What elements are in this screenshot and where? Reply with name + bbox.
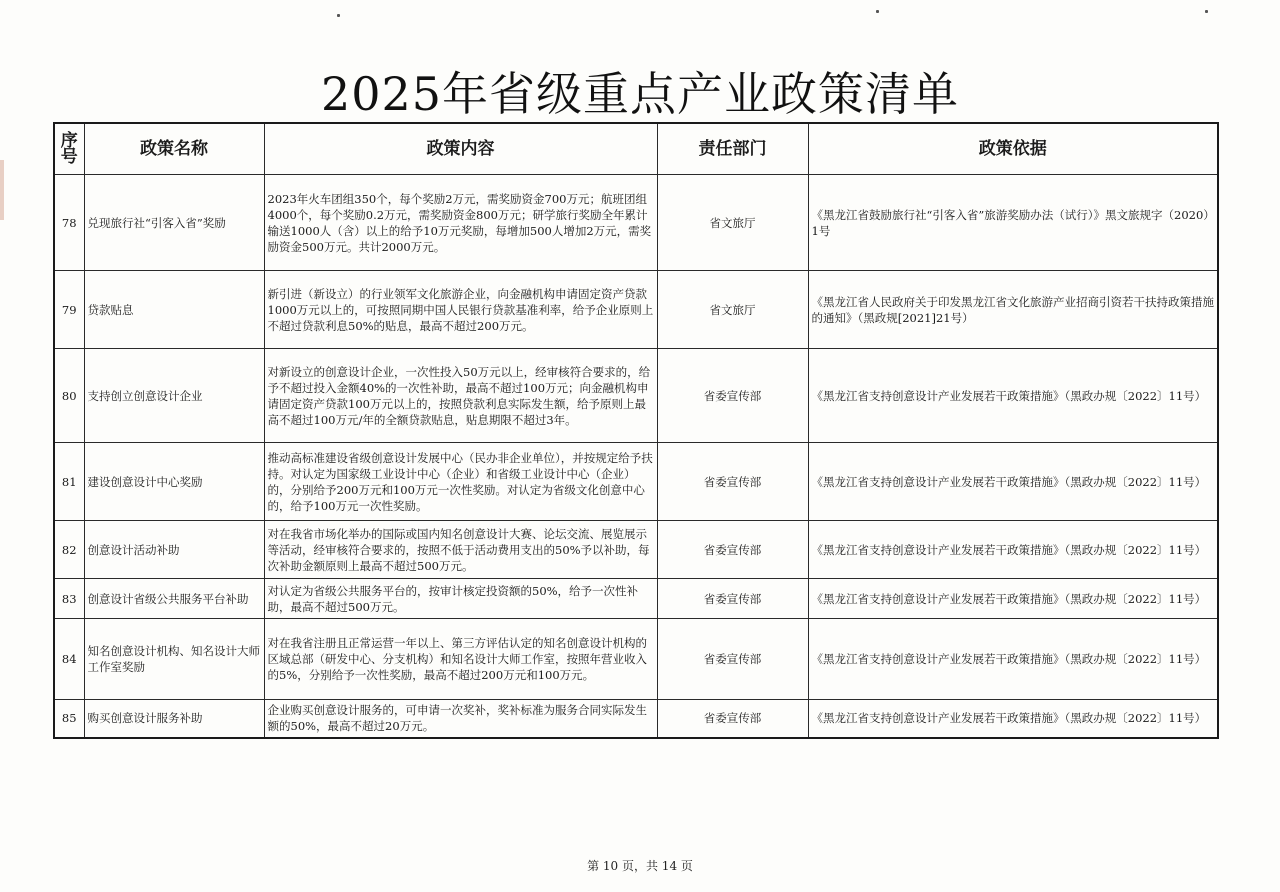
cell-seq: 78 [54,175,84,271]
header-policy-basis: 政策依据 [808,123,1218,175]
cell-policy-basis: 《黑龙江省人民政府关于印发黑龙江省文化旅游产业招商引资若干扶持政策措施的通知》（黑政规[2021]21号） [808,271,1218,349]
scan-speck [1205,10,1208,13]
cell-department: 省委宣传部 [657,619,808,700]
cell-policy-name: 知名创意设计机构、知名设计大师工作室奖励 [84,619,264,700]
cell-department: 省文旅厅 [657,271,808,349]
cell-department: 省文旅厅 [657,175,808,271]
cell-seq: 79 [54,271,84,349]
cell-policy-name: 支持创立创意设计企业 [84,349,264,443]
cell-policy-name: 购买创意设计服务补助 [84,700,264,738]
cell-policy-name: 建设创意设计中心奖励 [84,443,264,521]
page-number: 第 10 页，共 14 页 [587,859,693,873]
table-row [54,619,1218,700]
cell-department: 省委宣传部 [657,579,808,619]
cell-seq: 84 [54,619,84,700]
table-row [54,271,1218,349]
cell-department: 省委宣传部 [657,349,808,443]
cell-policy-basis: 《黑龙江省鼓励旅行社“引客入省”旅游奖励办法（试行）》黑文旅规字（2020）1号 [808,175,1218,271]
cell-seq: 85 [54,700,84,738]
cell-policy-name: 创意设计省级公共服务平台补助 [84,579,264,619]
cell-policy-content: 2023年火车团组350个，每个奖励2万元，需奖励资金700万元；航班团组4000个，每个奖励0.2万元，需奖励资金800万元；研学旅行奖励全年累计输送1000人（含）以上的给予10万元奖励，每增加500人增加2万元，需奖励资金500万元。共计2000万元。 [264,175,657,271]
cell-policy-name: 兑现旅行社“引客入省”奖励 [84,175,264,271]
cell-department: 省委宣传部 [657,521,808,579]
table-row [54,349,1218,443]
cell-policy-content: 对新设立的创意设计企业，一次性投入50万元以上，经审核符合要求的，给予不超过投入金额40%的一次性补助，最高不超过100万元；向金融机构申请固定资产贷款100万元以上的，按照贷款利息实际发生额，给予原则上最高不超过100万元/年的全额贷款贴息，贴息期限不超过3年。 [264,349,657,443]
cell-policy-basis: 《黑龙江省支持创意设计产业发展若干政策措施》（黑政办规〔2022〕11号） [808,579,1218,619]
cell-policy-name: 贷款贴息 [84,271,264,349]
scan-edge-mark [0,160,4,220]
cell-policy-basis: 《黑龙江省支持创意设计产业发展若干政策措施》（黑政办规〔2022〕11号） [808,619,1218,700]
table-row [54,175,1218,271]
table-row [54,700,1218,738]
header-policy-content: 政策内容 [264,123,657,175]
table-row [54,579,1218,619]
header-department: 责任部门 [657,123,808,175]
header-policy-name: 政策名称 [84,123,264,175]
scan-speck [337,14,340,17]
table-row [54,443,1218,521]
cell-seq: 81 [54,443,84,521]
cell-policy-content: 对在我省市场化举办的国际或国内知名创意设计大赛、论坛交流、展览展示等活动，经审核符合要求的，按照不低于活动费用支出的50%予以补助，每次补助金额原则上最高不超过500万元。 [264,521,657,579]
table-header-row [54,123,1218,175]
policy-table [53,122,1219,739]
cell-seq: 82 [54,521,84,579]
cell-department: 省委宣传部 [657,700,808,738]
cell-seq: 83 [54,579,84,619]
cell-policy-basis: 《黑龙江省支持创意设计产业发展若干政策措施》（黑政办规〔2022〕11号） [808,700,1218,738]
cell-policy-content: 推动高标准建设省级创意设计发展中心（民办非企业单位），并按规定给予扶持。对认定为国家级工业设计中心（企业）和省级工业设计中心（企业）的，分别给予200万元和100万元一次性奖励。对认定为省级文化创意中心的，给予100万元一次性奖励。 [264,443,657,521]
cell-policy-content: 对认定为省级公共服务平台的，按审计核定投资额的50%，给予一次性补助，最高不超过500万元。 [264,579,657,619]
cell-policy-basis: 《黑龙江省支持创意设计产业发展若干政策措施》（黑政办规〔2022〕11号） [808,443,1218,521]
cell-seq: 80 [54,349,84,443]
cell-policy-basis: 《黑龙江省支持创意设计产业发展若干政策措施》（黑政办规〔2022〕11号） [808,349,1218,443]
page-title: 2025年省级重点产业政策清单 [320,67,960,121]
scan-speck [876,10,879,13]
table-row [54,521,1218,579]
header-seq: 序号 [54,123,84,175]
cell-policy-content: 企业购买创意设计服务的，可申请一次奖补，奖补标准为服务合同实际发生额的50%，最高不超过20万元。 [264,700,657,738]
cell-policy-content: 新引进（新设立）的行业领军文化旅游企业，向金融机构申请固定资产贷款1000万元以上的，可按照同期中国人民银行贷款基准利率，给予企业原则上不超过贷款利息50%的贴息，最高不超过200万元。 [264,271,657,349]
cell-policy-basis: 《黑龙江省支持创意设计产业发展若干政策措施》（黑政办规〔2022〕11号） [808,521,1218,579]
cell-department: 省委宣传部 [657,443,808,521]
cell-policy-content: 对在我省注册且正常运营一年以上、第三方评估认定的知名创意设计机构的区域总部（研发中心、分支机构）和知名设计大师工作室，按照年营业收入的5%，分别给予一次性奖励，最高不超过200万元和100万元。 [264,619,657,700]
cell-policy-name: 创意设计活动补助 [84,521,264,579]
